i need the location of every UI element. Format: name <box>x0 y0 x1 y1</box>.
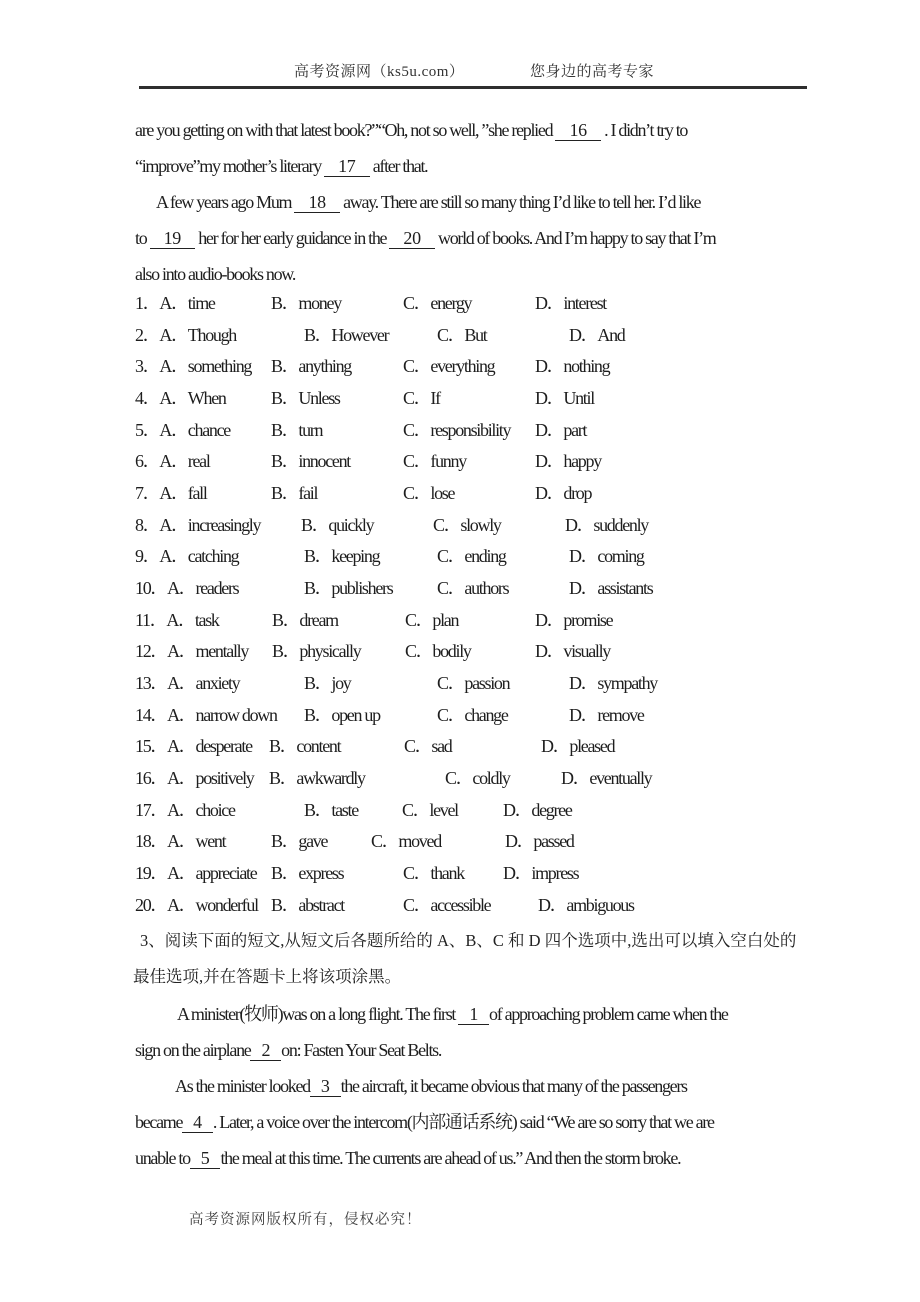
question-row-6 <box>135 447 835 475</box>
option-cell-a: 15．A．desperate <box>135 736 252 757</box>
text-run: sign on the airplane <box>135 1040 251 1060</box>
passage-line <box>175 1072 687 1100</box>
blank-18: 18 <box>294 192 339 213</box>
question-row-4 <box>135 384 835 412</box>
option-cell-a: 7．A．fall <box>135 483 207 504</box>
question-row-2 <box>135 321 835 349</box>
question-row-18 <box>135 827 835 855</box>
text-run: to <box>135 228 150 248</box>
option-cell-b: B．quickly <box>301 514 374 535</box>
question-row-16 <box>135 764 835 792</box>
option-cell-a: 8．A．increasingly <box>135 514 261 535</box>
blank-4: 4 <box>182 1112 213 1133</box>
option-cell-c: C．everything <box>403 356 495 377</box>
option-cell-b: B．However <box>304 324 389 345</box>
option-cell-c: C．slowly <box>433 514 501 535</box>
option-cell-d: D．Until <box>535 388 594 408</box>
option-cell-b: B．abstract <box>271 894 344 915</box>
text-run: world of books. And I’m happy to say that I’m <box>434 228 716 248</box>
option-cell-c: C．But <box>437 324 487 345</box>
option-cell-c: C．funny <box>403 451 466 472</box>
question-row-19 <box>135 859 835 887</box>
option-cell-b: B．dream <box>272 609 338 630</box>
text-run: As the minister looked <box>175 1076 310 1096</box>
option-cell-b: B．money <box>271 293 341 313</box>
option-cell-a: 13．A．anxiety <box>135 673 240 694</box>
option-cell-c: C．bodily <box>405 641 471 662</box>
text-run: also into audio-books now. <box>135 264 296 284</box>
option-cell-b: B．innocent <box>271 451 350 472</box>
question-row-15 <box>135 732 835 760</box>
option-cell-a: 1．A．time <box>135 293 215 313</box>
option-cell-d: D．pleased <box>541 736 615 757</box>
option-cell-b: B．express <box>271 863 344 884</box>
option-cell-c: C．change <box>437 704 508 725</box>
site-logo-text: 高考资源网（ks5u.com） <box>294 64 465 80</box>
option-cell-a: 5．A．chance <box>135 419 230 440</box>
question-row-8 <box>135 511 835 539</box>
text-run: are you getting on with that latest book?”“Oh, not so well, ”she replied <box>135 120 556 140</box>
option-cell-a: 9．A．catching <box>135 546 239 567</box>
text-run: after that. <box>369 156 428 176</box>
passage-line <box>135 1108 714 1136</box>
option-cell-d: D．assistants <box>569 578 653 599</box>
question-row-17 <box>135 796 835 824</box>
site-tagline: 您身边的高考专家 <box>530 64 655 80</box>
option-cell-d: D．visually <box>535 641 610 662</box>
option-cell-b: B．publishers <box>304 578 393 599</box>
option-cell-c: C．sad <box>404 736 452 757</box>
option-cell-c: C．authors <box>437 578 509 599</box>
option-cell-d: D．And <box>569 324 625 345</box>
option-cell-b: B．content <box>269 736 341 757</box>
text-run: of approaching problem came when the <box>489 1004 728 1024</box>
option-cell-b: B．turn <box>271 419 323 440</box>
passage-line <box>177 1000 728 1028</box>
question-row-3 <box>135 352 835 380</box>
question-row-13 <box>135 669 835 697</box>
option-cell-c: C．moved <box>371 831 441 852</box>
option-cell-d: D．coming <box>569 546 644 567</box>
question-row-14 <box>135 701 835 729</box>
option-cell-a: 20．A．wonderful <box>135 894 258 915</box>
passage-line <box>135 224 715 252</box>
option-cell-b: B．taste <box>304 799 358 820</box>
passage-line <box>156 188 700 216</box>
question-row-5 <box>135 416 835 444</box>
passage-line <box>135 152 427 180</box>
text-run: became <box>135 1112 183 1132</box>
option-cell-a: 3．A．something <box>135 356 252 377</box>
question-row-9 <box>135 542 835 570</box>
option-cell-b: B．anything <box>271 356 351 377</box>
text-run: . Later, a voice over the intercom(内部通话系统) said “We are so sorry that we are <box>212 1112 714 1132</box>
option-cell-d: D．remove <box>569 704 644 725</box>
option-cell-a: 11．A．task <box>135 609 219 630</box>
option-cell-b: B．keeping <box>304 546 380 567</box>
option-cell-d: D．promise <box>535 609 613 630</box>
text-run: . I didn’t try to <box>600 120 688 140</box>
option-cell-c: C．accessible <box>403 894 491 915</box>
blank-16: 16 <box>555 120 600 141</box>
question-row-1 <box>135 289 835 317</box>
option-cell-a: 18．A．went <box>135 831 226 852</box>
option-cell-d: D．passed <box>505 831 574 852</box>
blank-2: 2 <box>250 1040 281 1061</box>
question-row-11 <box>135 606 835 634</box>
option-cell-c: C．level <box>402 799 458 820</box>
text-run: on: Fasten Your Seat Belts. <box>281 1040 442 1060</box>
option-cell-b: B．awkwardly <box>269 768 365 789</box>
option-cell-d: D．sympathy <box>569 673 657 694</box>
option-cell-a: 14．A．narrow down <box>135 704 277 725</box>
option-cell-c: C．coldly <box>445 768 510 789</box>
text-run: the aircraft, it became obvious that many of the passengers <box>340 1076 687 1096</box>
option-cell-d: D．nothing <box>535 356 610 377</box>
option-cell-b: B．Unless <box>271 388 340 408</box>
option-cell-a: 16．A．positively <box>135 768 254 789</box>
option-cell-d: D．interest <box>535 293 606 313</box>
option-cell-c: C．plan <box>405 609 459 630</box>
option-cell-b: B．open up <box>304 704 380 725</box>
option-cell-d: D．eventually <box>561 768 652 789</box>
text-run: away. There are still so many thing I’d like to tell her. I’d like <box>339 192 701 212</box>
blank-1: 1 <box>458 1004 489 1025</box>
option-cell-c: C．energy <box>403 293 472 313</box>
option-cell-d: D．suddenly <box>565 514 648 535</box>
option-cell-c: C．ending <box>437 546 506 567</box>
option-cell-c: C．lose <box>403 483 455 504</box>
option-cell-d: D．part <box>535 419 587 440</box>
option-cell-d: D．happy <box>535 451 601 472</box>
blank-19: 19 <box>150 228 195 249</box>
option-cell-b: B．gave <box>271 831 328 852</box>
option-cell-a: 2．A．Though <box>135 324 236 345</box>
question-row-10 <box>135 574 835 602</box>
blank-5: 5 <box>190 1148 221 1169</box>
passage-line <box>135 116 687 144</box>
blank-3: 3 <box>310 1076 341 1097</box>
option-cell-a: 19．A．appreciate <box>135 863 257 884</box>
text-run: “improve”my mother’s literary <box>135 156 325 176</box>
option-cell-b: B．physically <box>272 641 361 662</box>
text-run: A few years ago Mum <box>156 192 295 212</box>
option-cell-a: 6．A．real <box>135 451 210 472</box>
option-cell-c: C．If <box>403 388 440 408</box>
option-cell-a: 10．A．readers <box>135 578 239 599</box>
instruction-line-1: 3、阅读下面的短文,从短文后各题所给的 A、B、C 和 D 四个选项中,选出可以填入空白处的 <box>140 931 797 950</box>
option-cell-d: D．drop <box>535 483 592 504</box>
text-run: the meal at this time. The currents are ahead of us.” And then the storm broke. <box>220 1148 681 1168</box>
passage-line <box>135 260 295 288</box>
passage-line <box>135 1036 441 1064</box>
copyright-footer: 高考资源网版权所有，侵权必究！ <box>189 1212 422 1228</box>
text-run: A minister(牧师)was on a long flight. The first <box>177 1004 459 1024</box>
option-cell-a: 17．A．choice <box>135 799 235 820</box>
header-rule <box>139 86 807 89</box>
option-cell-c: C．thank <box>403 863 464 884</box>
option-cell-d: D．degree <box>503 799 572 820</box>
instruction-line-2: 最佳选项,并在答题卡上将该项涂黑。 <box>133 967 402 986</box>
blank-20: 20 <box>389 228 434 249</box>
question-row-7 <box>135 479 835 507</box>
option-cell-c: C．responsibility <box>403 419 511 440</box>
option-cell-b: B．joy <box>304 673 351 694</box>
option-cell-d: D．impress <box>503 863 579 884</box>
option-cell-b: B．fail <box>271 483 318 504</box>
option-cell-a: 12．A．mentally <box>135 641 249 662</box>
passage-line <box>135 1144 680 1172</box>
text-run: unable to <box>135 1148 190 1168</box>
option-cell-a: 4．A．When <box>135 388 226 408</box>
blank-17: 17 <box>324 156 369 177</box>
text-run: her for her early guidance in the <box>195 228 390 248</box>
question-row-12 <box>135 637 835 665</box>
question-row-20 <box>135 891 835 919</box>
option-cell-d: D．ambiguous <box>538 894 634 915</box>
option-cell-c: C．passion <box>437 673 510 694</box>
